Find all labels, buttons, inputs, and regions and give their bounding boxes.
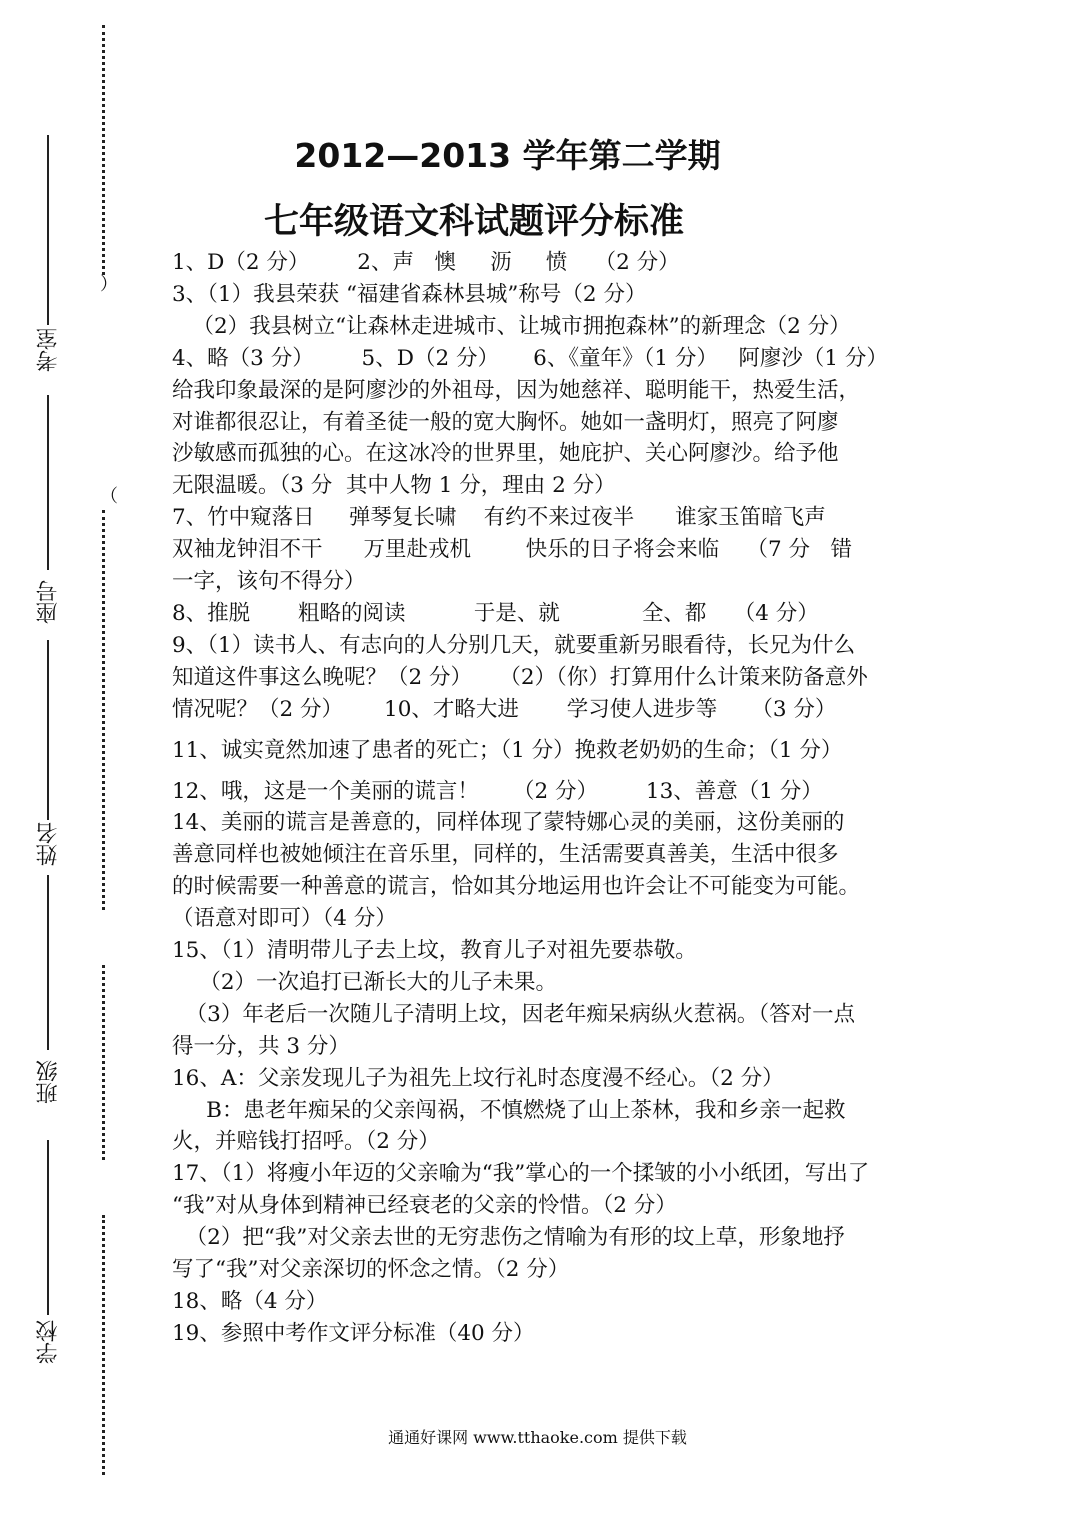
answer-line: “我”对从身体到精神已经衰老的父亲的怜惜。（2 分）	[172, 1193, 677, 1219]
answer-line: 12、哦，这是一个美丽的谎言！ （2 分） 13、善意（1 分）	[172, 778, 823, 804]
answer-line: 14、美丽的谎言是善意的，同样体现了蒙特娜心灵的美丽，这份美丽的	[172, 810, 845, 836]
answer-line: 沙敏感而孤独的心。在这冰冷的世界里，她庇护、关心阿廖沙。给予他	[172, 441, 839, 467]
answer-line: 1、D（2 分） 2、声 懊 沥 愤 （2 分）	[172, 250, 680, 275]
margin-label-exam-room: 考室	[36, 328, 61, 372]
footer-source-note: 通通好课网 www.tthaoke.com 提供下载	[388, 1428, 687, 1447]
answer-line: 18、略（4 分）	[172, 1289, 328, 1314]
answer-line: 一字，该句不得分）	[172, 569, 366, 595]
answer-line: 的时候需要一种善意的谎言，恰如其分地运用也许会让不可能变为可能。	[172, 874, 861, 900]
margin-label-school: 学校	[36, 1320, 61, 1364]
answer-line: （2）把“我”对父亲去世的无穷悲伤之情喻为有形的坟上草，形象地抒	[172, 1225, 845, 1251]
answer-line: （2）一次追打已渐长大的儿子未果。	[172, 969, 558, 995]
answer-line: 19、参照中考作文评分标准（40 分）	[172, 1320, 535, 1346]
answer-line: 情况呢？（2 分） 10、才略大进 学习使人进步等 （3 分）	[172, 696, 837, 722]
answer-key-body	[172, 247, 960, 1350]
answer-line: 无限温暖。（3 分 其中人物 1 分，理由 2 分）	[172, 473, 616, 499]
answer-line: 16、A：父亲发现儿子为祖先上坟行礼时态度漫不经心。（2 分）	[172, 1065, 784, 1091]
margin-line-4	[47, 875, 49, 1050]
answer-line: 得一分，共 3 分）	[172, 1033, 350, 1059]
answer-line: 17、（1）将瘦小年迈的父亲喻为“我”掌心的一个揉皱的小小纸团，写出了	[172, 1161, 870, 1187]
answer-line: B：患老年痴呆的父亲闯祸，不慎燃烧了山上茶林，我和乡亲一起救	[172, 1097, 846, 1123]
margin-paren-2: （	[100, 486, 118, 507]
answer-line: 15、（1）清明带儿子去上坟，教育儿子对祖先要恭敬。	[172, 938, 697, 964]
answer-line: 8、推脱 粗略的阅读 于是、就 全、都 （4 分）	[172, 600, 819, 626]
answer-line: 11、诚实竟然加速了患者的死亡；（1 分）挽救老奶奶的生命；（1 分）	[172, 737, 843, 763]
margin-line-2	[47, 395, 49, 570]
margin-line-5	[47, 1140, 49, 1315]
document-subtitle: 七年级语文科试题评分标准	[263, 202, 684, 242]
answer-line: 火，并赔钱打招呼。（2 分）	[172, 1129, 440, 1155]
answer-line: 7、竹中窥落日 弹琴复长啸 有约不来过夜半 谁家玉笛暗飞声	[172, 505, 826, 531]
answer-line: 给我印象最深的是阿廖沙的外祖母，因为她慈祥、聪明能干，热爱生活，	[172, 377, 861, 403]
answer-line: 4、略（3 分） 5、D（2 分） 6、《童年》（1 分） 阿廖沙（1 分）	[172, 345, 888, 371]
answer-line: （3）年老后一次随儿子清明上坟，因老年痴呆病纵火惹祸。（答对一点	[172, 1001, 856, 1027]
dotted-binding-line-3	[102, 965, 105, 1160]
margin-line-3	[47, 640, 49, 820]
answer-line: 9、（1）读书人、有志向的人分别几天，就要重新另眼看待，长兄为什么	[172, 632, 856, 658]
answer-line: 双袖龙钟泪不干 万里赴戎机 快乐的日子将会来临 （7 分 错	[172, 537, 853, 563]
document-title: 2012—2013 学年第二学期	[294, 136, 721, 175]
answer-line: 善意同样也被她倾注在音乐里，同样的，生活需要真善美，生活中很多	[172, 842, 839, 868]
margin-label-seat: 座号	[36, 580, 61, 624]
answer-line: （语意对即可）（4 分）	[172, 906, 397, 932]
answer-line: （2）我县树立“让森林走进城市、让城市拥抱森林”的新理念（2 分）	[172, 313, 851, 339]
margin-paren-1: ）	[100, 274, 118, 295]
answer-line: 知道这件事这么晚呢？（2 分） （2）（你）打算用什么计策来防备意外	[172, 664, 868, 690]
answer-line: 对谁都很忍让，有着圣徒一般的宽大胸怀。她如一盏明灯，照亮了阿廖	[172, 409, 839, 435]
dotted-binding-line-2	[102, 510, 105, 910]
margin-label-class: 班级	[36, 1060, 61, 1104]
answer-line: 3、（1）我县荣获 “福建省森林县城”称号（2 分）	[172, 281, 647, 307]
margin-label-name: 姓名	[36, 822, 61, 866]
answer-line: 写了“我”对父亲深切的怀念之情。（2 分）	[172, 1257, 570, 1283]
